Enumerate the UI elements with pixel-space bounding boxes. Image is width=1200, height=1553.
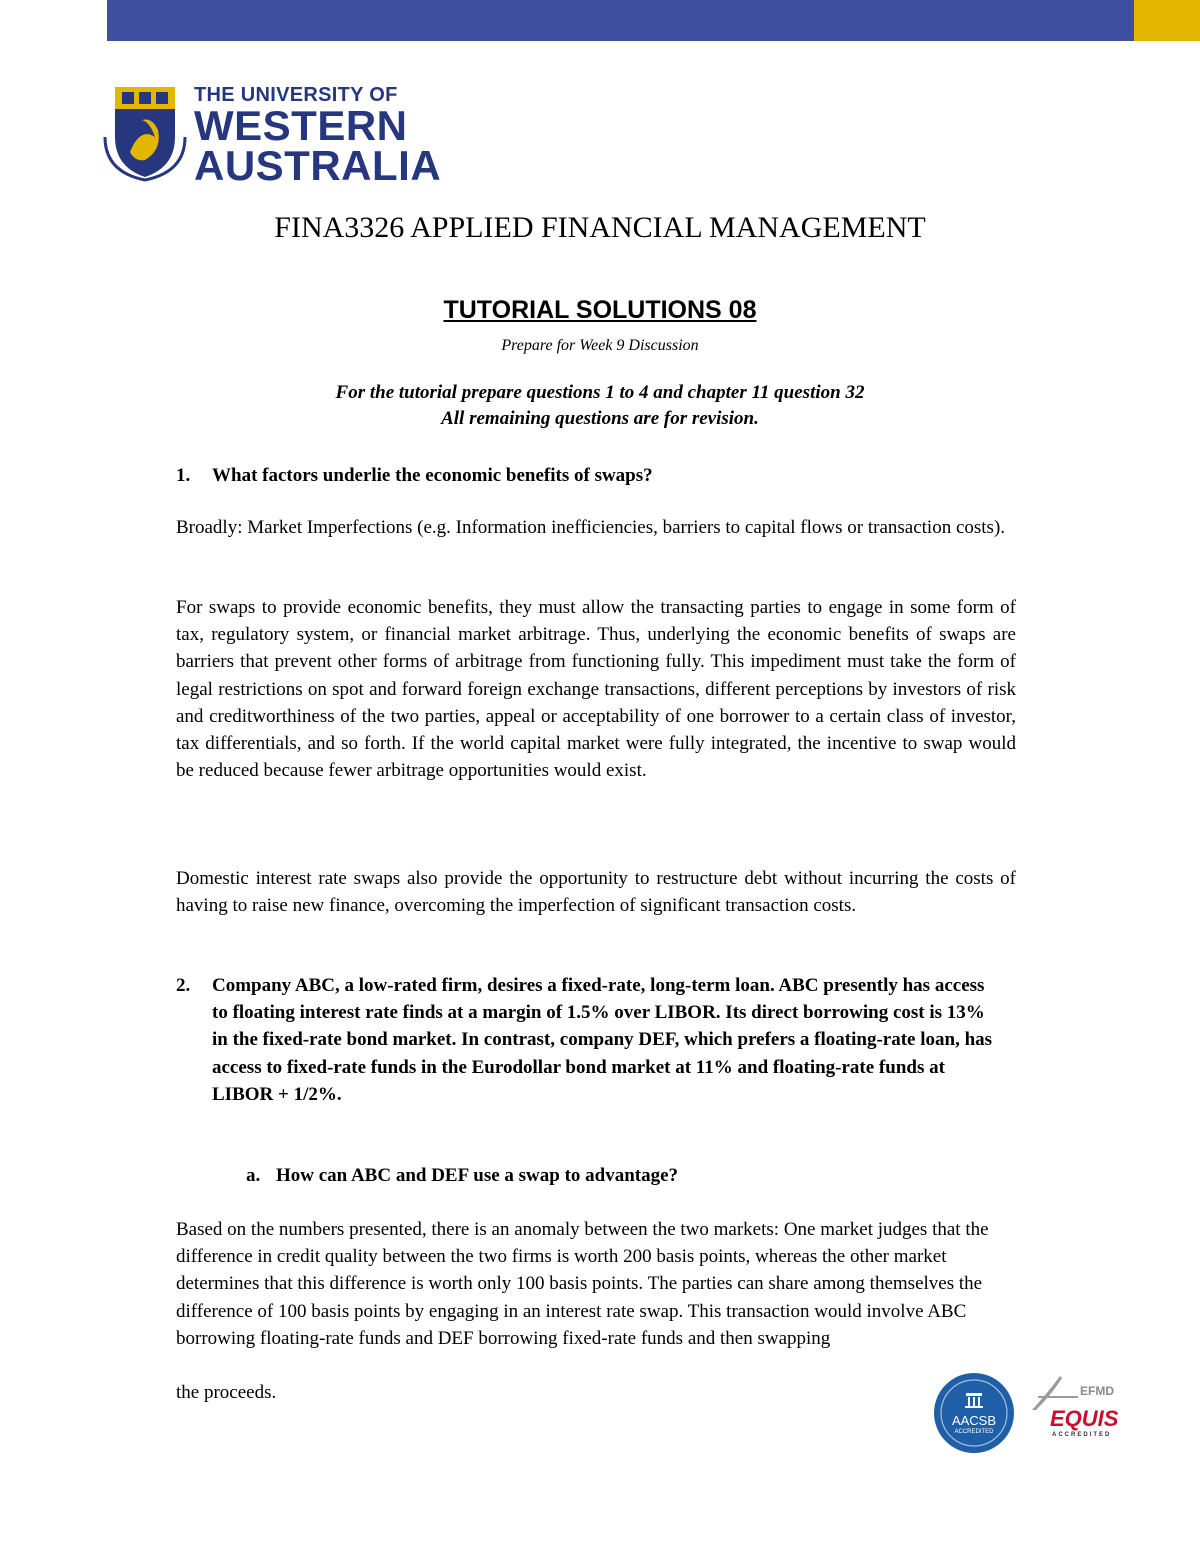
question-number: 1. [176, 465, 191, 486]
question-2 [0, 972, 1200, 1112]
top-bar-gold [1134, 0, 1200, 41]
subquestion-text: How can ABC and DEF use a swap to advantage? [276, 1165, 679, 1186]
aacsb-label: AACSB [951, 1413, 997, 1428]
tutorial-title: TUTORIAL SOLUTIONS 08 [443, 296, 757, 324]
instruction-line: All remaining questions are for revision. [441, 408, 759, 429]
university-name [194, 84, 442, 189]
efmd-label: EFMD [1080, 1384, 1114, 1398]
equis-badge [1030, 1372, 1130, 1452]
answer-paragraph-end: the proceeds. [176, 1382, 277, 1403]
equis-sublabel: ACCREDITED [1052, 1432, 1112, 1438]
aacsb-sublabel: ACCREDITED [954, 1429, 994, 1435]
question-number: 2. [176, 975, 191, 996]
instruction-line: For the tutorial prepare questions 1 to 4 and chapter 11 question 32 [335, 382, 865, 403]
top-color-bar [107, 0, 1200, 41]
equis-label: EQUIS [1050, 1406, 1119, 1431]
answer-paragraph: For swaps to provide economic benefits, they must allow the transacting parties to engage in some form of tax, regulatory system, or financial market arbitrage. Thus, underlying the economic benefits of swaps are barriers that prevent other forms of arbitrage from functioning fully. This impediment must take the form of legal restrictions on spot and forward foreign exchange transactions, different perceptions by investors of risk and creditworthiness of the two parties, appeal or acceptability of one borrower to a certain class of investor, tax differentials, and so forth. If the world capital market were fully integrated, the incentive to swap would be reduced because fewer arbitrage opportunities would exist. [176, 597, 1016, 782]
instructions [0, 380, 1200, 432]
prepare-note: Prepare for Week 9 Discussion [501, 337, 699, 354]
university-name-line2: WESTERN [194, 102, 408, 149]
university-name-line3: AUSTRALIA [194, 142, 442, 189]
question-text: What factors underlie the economic benefits of swaps? [212, 465, 653, 486]
answer-paragraph: Based on the numbers presented, there is an anomaly between the two markets: One market judges that the difference in credit quality between the two firms is worth 200 basis points, whereas the other market determines that this difference is worth only 100 basis points. The parties can share among themselves the difference of 100 basis points by engaging in an interest rate swap. This transaction would involve ABC borrowing floating-rate funds and DEF borrowing fixed-rate funds and then swapping [176, 1219, 989, 1349]
course-title: FINA3326 APPLIED FINANCIAL MANAGEMENT [274, 211, 926, 244]
top-bar-blue [107, 0, 1134, 41]
subquestion-label: a. [246, 1165, 261, 1186]
answer-paragraph: Broadly: Market Imperfections (e.g. Information inefficiencies, barriers to capital flows or transaction costs). [176, 517, 1006, 538]
university-name-line1: THE UNIVERSITY OF [194, 84, 398, 106]
answer-paragraph: Domestic interest rate swaps also provide the opportunity to restructure debt without incurring the costs of having to raise new finance, overcoming the imperfection of significant transaction costs. [176, 868, 1016, 917]
question-text: Company ABC, a low-rated firm, desires a fixed-rate, long-term loan. ABC presently has access to floating interest rate finds at a margin of 1.5% over LIBOR. Its direct borrowing cost is 13% in the fixed-rate bond market. In contrast, company DEF, which prefers a floating-rate loan, has access to fixed-rate funds in the Eurodollar bond market at 11% and floating-rate funds at LIBOR + 1/2%. [212, 975, 993, 1105]
